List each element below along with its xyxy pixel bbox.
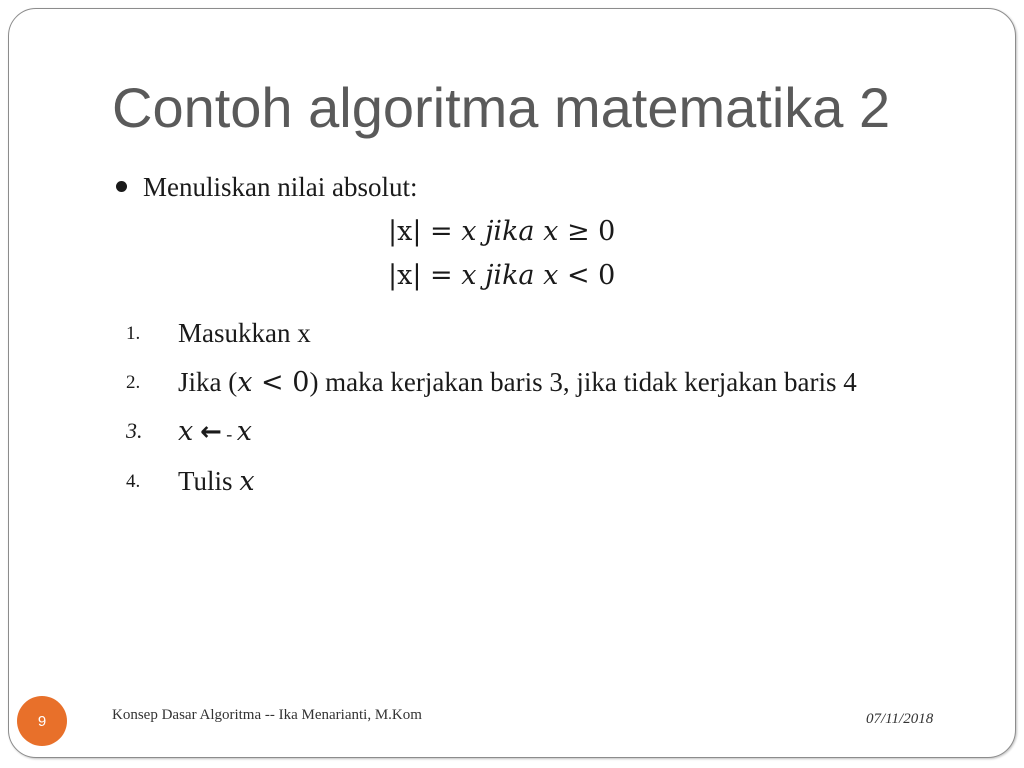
list-item xyxy=(126,462,926,501)
slide-title: Contoh algoritma matematika 2 xyxy=(112,76,891,139)
step-number: 3. xyxy=(126,418,143,444)
math-var: x xyxy=(237,367,253,399)
math-var: x xyxy=(178,416,194,448)
page-number-badge: 9 xyxy=(17,696,67,746)
left-arrow-icon: ← xyxy=(199,417,222,448)
list-item xyxy=(126,314,926,353)
math-lhs: |x| = xyxy=(388,260,453,291)
math-relation: ≥ 0 xyxy=(566,216,616,247)
math-var: x xyxy=(461,260,477,291)
bullet-item xyxy=(116,172,417,203)
step-text-pre: Jika ( xyxy=(178,367,238,398)
math-relation: < 0 xyxy=(566,260,616,291)
list-item xyxy=(126,363,926,402)
step-text-post: ) maka kerjakan baris 3, jika tidak kerjakan baris 4 xyxy=(309,367,857,398)
math-var: x xyxy=(236,416,253,448)
math-line-1 xyxy=(388,216,615,247)
minus-sign: - xyxy=(221,424,237,445)
math-var: x xyxy=(543,216,559,247)
step-number: 1. xyxy=(126,323,141,344)
math-word: jika xyxy=(485,260,535,291)
list-item xyxy=(126,412,926,452)
math-relation: < 0 xyxy=(252,367,310,399)
math-line-2 xyxy=(388,260,615,291)
math-var: x xyxy=(461,216,477,247)
math-word: jika xyxy=(485,216,535,247)
step-text: Masukkan x xyxy=(178,318,311,348)
step-list xyxy=(126,314,926,511)
math-lhs: |x| = xyxy=(388,216,453,247)
bullet-dot-icon xyxy=(116,181,127,192)
step-number: 2. xyxy=(126,372,141,394)
step-number: 4. xyxy=(126,470,141,492)
footer-date: 07/11/2018 xyxy=(866,711,934,727)
footer-text: Konsep Dasar Algoritma -- Ika Menarianti, M.Kom xyxy=(112,707,422,723)
bullet-text: Menuliskan nilai absolut: xyxy=(143,172,418,202)
math-var: x xyxy=(239,465,255,497)
step-text: Tulis xyxy=(178,465,240,496)
math-var: x xyxy=(543,260,559,291)
